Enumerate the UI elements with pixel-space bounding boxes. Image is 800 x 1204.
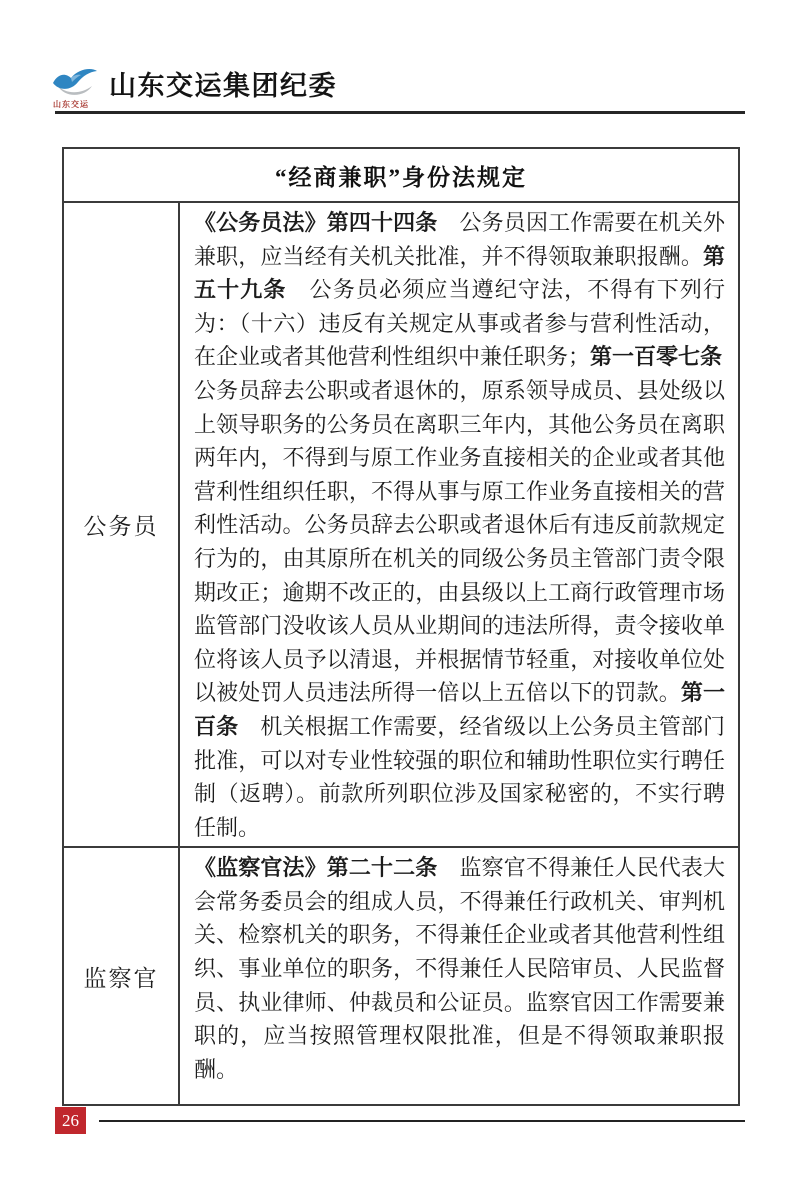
footer-divider <box>99 1120 745 1122</box>
logo-caption: 山东交运 <box>53 100 89 109</box>
row-content-supervisor: 《监察官法》第二十二条 监察官不得兼任人民代表大会常务委员会的组成人员，不得兼任行政机关、审判机关、检察机关的职务，不得兼任企业或者其他营利性组织、事业单位的职务，不得兼任人民陪审员、人民监督员、执业律师、仲裁员和公证员。监察官因工作需要兼职的，应当按照管理权限批准，但是不得领取兼职报酬。 <box>194 855 725 1082</box>
page-footer <box>55 1107 745 1134</box>
page-title: 山东交运集团纪委 <box>109 70 337 101</box>
table-title: “经商兼职”身份法规定 <box>64 149 738 203</box>
bird-swoosh-icon <box>50 62 100 100</box>
table-row <box>64 848 738 1104</box>
row-content-civil-servant: 《公务员法》第四十四条 公务员因工作需要在机关外兼职，应当经有关机关批准，并不得领取兼职报酬。第五十九条 公务员必须应当遵纪守法，不得有下列行为：（十六）违反有关规定从事或者参与营利性活动，在企业或者其他营利性组织中兼任职务；第一百零七条 公务员辞去公职或者退休的，原系领导成员、县处级以上领导职务的公务员在离职三年内，其他公务员在离职两年内，不得到与原工作业务直接相关的企业或者其他营利性组织任职，不得从事与原工作业务直接相关的营利性活动。公务员辞去公职或者退休后有违反前款规定行为的，由其原所在机关的同级公务员主管部门责令限期改正；逾期不改正的，由县级以上工商行政管理市场监管部门没收该人员从业期间的违法所得，责令接收单位将该人员予以清退，并根据情节轻重，对接收单位处以被处罚人员违法所得一倍以上五倍以下的罚款。第一百条 机关根据工作需要，经省级以上公务员主管部门批准，可以对专业性较强的职位和辅助性职位实行聘任制（返聘）。前款所列职位涉及国家秘密的，不实行聘任制。 <box>194 210 745 840</box>
row-label-civil-servant: 公务员 <box>64 203 180 846</box>
page-number-badge: 26 <box>55 1107 86 1134</box>
row-label-supervisor: 监察官 <box>64 848 180 1104</box>
header-divider <box>55 111 745 114</box>
page-header <box>50 60 745 112</box>
company-logo <box>50 61 100 111</box>
regulations-table <box>62 147 745 1106</box>
table-row <box>64 203 745 848</box>
